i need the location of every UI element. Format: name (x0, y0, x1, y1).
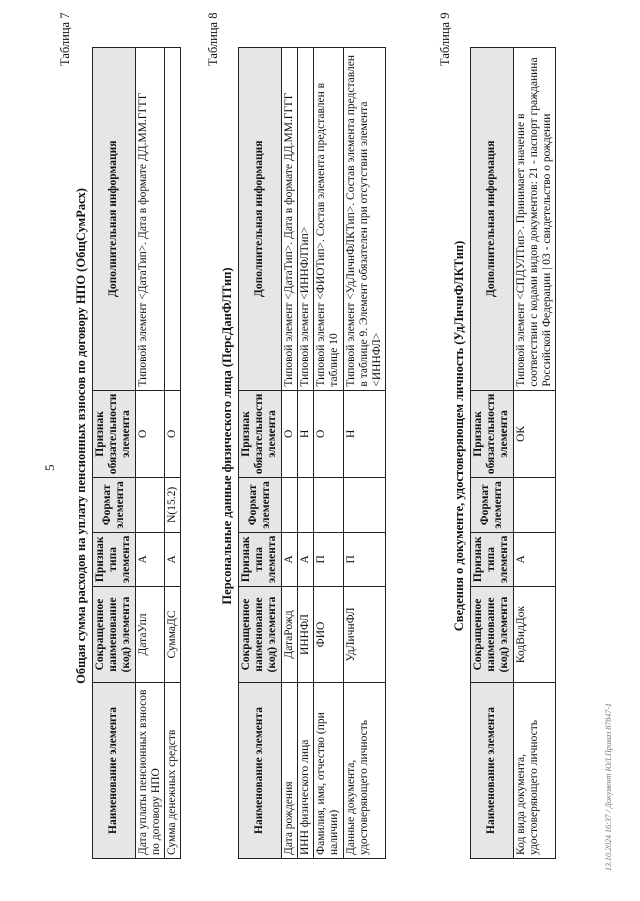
cell-type: А (165, 532, 181, 586)
header-type: Признак типа элемента (239, 532, 282, 586)
header-name: Наименование элемента (93, 683, 136, 859)
header-req: Признак обязательности элемента (239, 390, 282, 478)
table7 (92, 47, 181, 859)
table7-label: Таблица 7 (58, 12, 72, 66)
table-row (297, 48, 313, 859)
table-row (165, 48, 181, 859)
table-row (281, 48, 297, 859)
footer-stamp-note: 13.10.2024 16:37 / Документ ЮЛ.Приказ 87847-1 (604, 702, 613, 871)
header-req: Признак обязательности элемента (93, 390, 136, 478)
cell-format (343, 478, 386, 532)
header-format: Формат элемента (239, 478, 282, 532)
table9-title: Сведения о документе, удостоверяющем личность (УдЛичнФЛКТип) (452, 240, 466, 632)
header-code: Сокращенное наименование (код) элемента (471, 587, 514, 683)
cell-format: N(15.2) (165, 478, 181, 532)
cell-format (135, 478, 164, 532)
cell-req: О (135, 390, 164, 478)
table-row (513, 48, 556, 859)
cell-info: Типовой элемент <ДатаТип>. Дата в формате ДД.ММ.ГГГГ (135, 48, 164, 391)
header-code: Сокращенное наименование (код) элемента (93, 587, 136, 683)
cell-info: Типовой элемент <ИННФЛТип> (297, 48, 313, 391)
cell-type: П (314, 532, 343, 586)
cell-type: А (135, 532, 164, 586)
header-code: Сокращенное наименование (код) элемента (239, 587, 282, 683)
cell-type: А (281, 532, 297, 586)
cell-format (513, 478, 556, 532)
cell-code: СуммаДС (165, 587, 181, 683)
cell-format (314, 478, 343, 532)
header-name: Наименование элемента (239, 683, 282, 859)
page-number: 5 (42, 464, 57, 471)
cell-type: П (343, 532, 386, 586)
cell-name: Код вида документа, удостоверяющего личность (513, 683, 556, 859)
table-row (135, 48, 164, 859)
header-type: Признак типа элемента (471, 532, 514, 586)
cell-info: Типовой элемент <СПДУЛТип>. Принимает значение в соответствии с кодами видов документов: 21 - паспорт гражданина Российской Федерации | 03 - свидетельство о рождении (513, 48, 556, 391)
cell-format (297, 478, 313, 532)
cell-code: УдЛичнФЛ (343, 587, 386, 683)
cell-name: Дата рождения (281, 683, 297, 859)
cell-name: ИНН физического лица (297, 683, 313, 859)
table9-header-row (471, 48, 514, 859)
table8 (238, 47, 386, 859)
header-format: Формат элемента (471, 478, 514, 532)
cell-info: Типовой элемент <ФИОТип>. Состав элемента представлен в таблице 10 (314, 48, 343, 391)
table9-label: Таблица 9 (438, 12, 452, 66)
cell-format (281, 478, 297, 532)
table7-header-row (93, 48, 136, 859)
cell-code: КодВидДок (513, 587, 556, 683)
table8-label: Таблица 8 (206, 12, 220, 66)
header-info: Дополнительная информация (239, 48, 282, 391)
table8-title: Персональные данные физического лица (ПерсДанФЛТип) (220, 267, 234, 605)
cell-req: ОК (513, 390, 556, 478)
table-row (314, 48, 343, 859)
cell-req: Н (343, 390, 386, 478)
cell-name: Фамилия, имя, отчество (при наличии) (314, 683, 343, 859)
table8-header-row (239, 48, 282, 859)
cell-code: ДатаРожд (281, 587, 297, 683)
cell-code: ФИО (314, 587, 343, 683)
header-name: Наименование элемента (471, 683, 514, 859)
cell-type: А (297, 532, 313, 586)
cell-req: О (281, 390, 297, 478)
cell-req: Н (297, 390, 313, 478)
header-info: Дополнительная информация (93, 48, 136, 391)
cell-name: Сумма денежных средств (165, 683, 181, 859)
table9 (470, 47, 556, 859)
cell-info: Типовой элемент <ДатаТип>. Дата в формате ДД.ММ.ГГГГ (281, 48, 297, 391)
cell-code: ИННФЛ (297, 587, 313, 683)
cell-req: О (165, 390, 181, 478)
cell-code: ДатаУпл (135, 587, 164, 683)
header-format: Формат элемента (93, 478, 136, 532)
cell-req: О (314, 390, 343, 478)
table-row (343, 48, 386, 859)
cell-name: Дата уплаты пенсионных взносов по договору НПО (135, 683, 164, 859)
cell-name: Данные документа, удостоверяющего личность (343, 683, 386, 859)
cell-info (165, 48, 181, 391)
header-req: Признак обязательности элемента (471, 390, 514, 478)
cell-type: А (513, 532, 556, 586)
header-info: Дополнительная информация (471, 48, 514, 391)
cell-info: Типовой элемент <УдЛичнФЛКТип>. Состав элемента представлен в таблице 9. Элемент обязателен при отсутствии элемента <ИННФЛ> (343, 48, 386, 391)
header-type: Признак типа элемента (93, 532, 136, 586)
table7-title: Общая сумма расходов на уплату пенсионных взносов по договору НПО (ОбщСумРасх) (74, 188, 88, 684)
